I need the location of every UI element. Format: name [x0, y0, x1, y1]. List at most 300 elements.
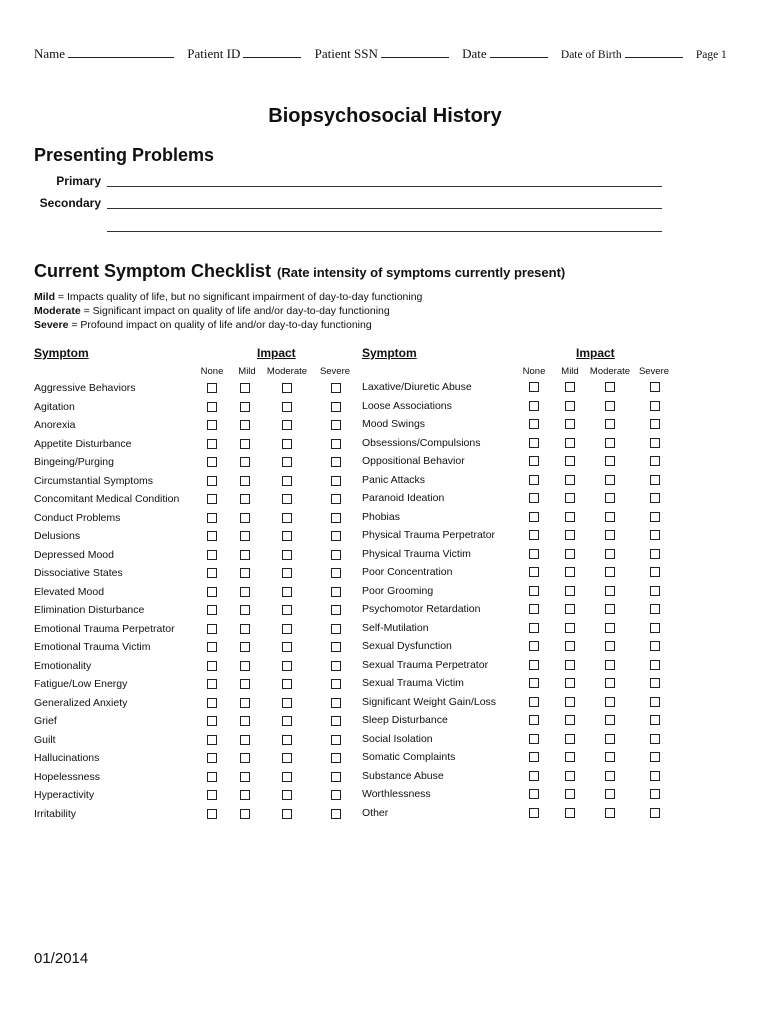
symptom-name: Bingeing/Purging: [34, 456, 114, 468]
right-impact-header: Impact: [576, 346, 615, 360]
left-moderate-checkbox[interactable]: [282, 624, 292, 634]
right-severe-checkbox[interactable]: [650, 438, 660, 448]
symptom-name: Emotionality: [34, 659, 92, 672]
left-mild-checkbox[interactable]: [240, 494, 250, 504]
left-none-checkbox[interactable]: [207, 753, 217, 763]
symptom-name: Hallucinations: [34, 752, 100, 764]
right-severe-checkbox[interactable]: [650, 678, 660, 688]
left-mild-checkbox[interactable]: [240, 790, 250, 800]
right-moderate-checkbox[interactable]: [605, 549, 615, 559]
left-severe-checkbox[interactable]: [331, 568, 341, 578]
left-symptom-header: Symptom: [34, 346, 89, 360]
right-severe-header: Severe: [638, 366, 670, 377]
symptom-row: [362, 638, 670, 656]
symptom-row: [34, 787, 351, 805]
left-severe-checkbox[interactable]: [331, 513, 341, 523]
left-none-checkbox[interactable]: [207, 605, 217, 615]
right-none-checkbox[interactable]: [529, 678, 539, 688]
left-severe-checkbox[interactable]: [331, 790, 341, 800]
right-severe-checkbox[interactable]: [650, 623, 660, 633]
right-moderate-checkbox[interactable]: [605, 475, 615, 485]
left-moderate-checkbox[interactable]: [282, 550, 292, 560]
right-mild-checkbox[interactable]: [565, 530, 575, 540]
left-mild-checkbox[interactable]: [240, 531, 250, 541]
right-none-checkbox[interactable]: [529, 771, 539, 781]
symptom-name: Other: [362, 806, 389, 819]
symptom-row: [362, 694, 670, 712]
left-none-checkbox[interactable]: [207, 772, 217, 782]
right-none-checkbox[interactable]: [529, 604, 539, 614]
left-moderate-checkbox[interactable]: [282, 531, 292, 541]
left-moderate-checkbox[interactable]: [282, 457, 292, 467]
symptom-name: Significant Weight Gain/Loss: [362, 695, 497, 708]
right-moderate-checkbox[interactable]: [605, 567, 615, 577]
left-mild-checkbox[interactable]: [240, 457, 250, 467]
right-severe-checkbox[interactable]: [650, 401, 660, 411]
right-severe-checkbox[interactable]: [650, 493, 660, 503]
symptom-row: [34, 806, 351, 824]
symptom-row: [34, 399, 351, 417]
right-moderate-checkbox[interactable]: [605, 623, 615, 633]
right-mild-checkbox[interactable]: [565, 734, 575, 744]
right-moderate-checkbox[interactable]: [605, 734, 615, 744]
symptom-row: [362, 416, 670, 434]
right-none-checkbox[interactable]: [529, 512, 539, 522]
left-moderate-checkbox[interactable]: [282, 420, 292, 430]
left-severe-checkbox[interactable]: [331, 642, 341, 652]
left-mild-checkbox[interactable]: [240, 772, 250, 782]
left-moderate-header: Moderate: [266, 366, 308, 377]
left-severe-checkbox[interactable]: [331, 531, 341, 541]
symptom-row: [34, 639, 351, 657]
right-severe-checkbox[interactable]: [650, 771, 660, 781]
right-severe-checkbox[interactable]: [650, 512, 660, 522]
right-mild-checkbox[interactable]: [565, 401, 575, 411]
symptom-name: Delusions: [34, 530, 81, 542]
symptom-row: [34, 621, 351, 639]
right-moderate-checkbox[interactable]: [605, 715, 615, 725]
left-none-header: None: [200, 366, 224, 377]
right-none-checkbox[interactable]: [529, 586, 539, 596]
left-severe-checkbox[interactable]: [331, 383, 341, 393]
right-severe-checkbox[interactable]: [650, 567, 660, 577]
left-mild-checkbox[interactable]: [240, 439, 250, 449]
left-moderate-checkbox[interactable]: [282, 698, 292, 708]
left-none-checkbox[interactable]: [207, 402, 217, 412]
symptom-name: Concomitant Medical Condition: [34, 493, 180, 505]
left-mild-checkbox[interactable]: [240, 550, 250, 560]
symptom-name: Fatigue/Low Energy: [34, 678, 128, 690]
left-moderate-checkbox[interactable]: [282, 383, 292, 393]
right-mild-checkbox[interactable]: [565, 660, 575, 670]
right-severe-checkbox[interactable]: [650, 808, 660, 818]
right-mild-checkbox[interactable]: [565, 678, 575, 688]
left-none-checkbox[interactable]: [207, 679, 217, 689]
symptom-name: Generalized Anxiety: [34, 696, 128, 709]
right-severe-checkbox[interactable]: [650, 734, 660, 744]
right-moderate-checkbox[interactable]: [605, 808, 615, 818]
dob-label: Date of Birth: [560, 49, 622, 61]
left-severe-checkbox[interactable]: [331, 716, 341, 726]
symptom-name: Dissociative States: [34, 567, 123, 579]
left-moderate-checkbox[interactable]: [282, 605, 292, 615]
left-severe-checkbox[interactable]: [331, 624, 341, 634]
right-severe-checkbox[interactable]: [650, 641, 660, 651]
date-field[interactable]: [462, 46, 548, 62]
right-moderate-checkbox[interactable]: [605, 493, 615, 503]
right-moderate-checkbox[interactable]: [605, 382, 615, 392]
symptom-name: Self-Mutilation: [362, 621, 429, 634]
left-moderate-checkbox[interactable]: [282, 494, 292, 504]
symptom-name: Psychomotor Retardation: [362, 603, 481, 615]
left-severe-checkbox[interactable]: [331, 809, 341, 819]
right-none-checkbox[interactable]: [529, 401, 539, 411]
right-severe-checkbox[interactable]: [650, 697, 660, 707]
left-none-checkbox[interactable]: [207, 790, 217, 800]
symptom-name: Panic Attacks: [362, 473, 426, 486]
date-label: Date: [462, 46, 487, 61]
right-mild-checkbox[interactable]: [565, 586, 575, 596]
left-none-checkbox[interactable]: [207, 420, 217, 430]
secondary-continuation-line[interactable]: [107, 231, 662, 232]
symptom-row: [34, 528, 351, 546]
symptom-name: Emotional Trauma Victim: [34, 641, 151, 653]
definition-mild: Mild = Impacts quality of life, but no significant impairment of day-to-day functioning: [34, 291, 423, 303]
left-moderate-checkbox[interactable]: [282, 402, 292, 412]
symptom-name: Guilt: [34, 733, 56, 746]
right-severe-checkbox[interactable]: [650, 419, 660, 429]
right-none-checkbox[interactable]: [529, 438, 539, 448]
right-mild-checkbox[interactable]: [565, 808, 575, 818]
symptom-row: [34, 491, 351, 509]
symptom-name: Conduct Problems: [34, 511, 121, 524]
symptom-row: [362, 546, 670, 564]
secondary-input-line[interactable]: [107, 208, 662, 209]
right-severe-checkbox[interactable]: [650, 456, 660, 466]
right-mild-checkbox[interactable]: [565, 715, 575, 725]
left-moderate-checkbox[interactable]: [282, 587, 292, 597]
symptom-row: [362, 490, 670, 508]
left-moderate-checkbox[interactable]: [282, 753, 292, 763]
left-moderate-checkbox[interactable]: [282, 642, 292, 652]
right-severe-checkbox[interactable]: [650, 530, 660, 540]
form-header: [34, 46, 727, 62]
left-severe-checkbox[interactable]: [331, 494, 341, 504]
left-mild-checkbox[interactable]: [240, 420, 250, 430]
right-mild-checkbox[interactable]: [565, 697, 575, 707]
right-severe-checkbox[interactable]: [650, 660, 660, 670]
right-severe-checkbox[interactable]: [650, 752, 660, 762]
symptom-name: Obsessions/Compulsions: [362, 436, 481, 449]
left-severe-checkbox[interactable]: [331, 439, 341, 449]
left-none-checkbox[interactable]: [207, 439, 217, 449]
left-impact-header: Impact: [257, 346, 296, 360]
right-moderate-checkbox[interactable]: [605, 456, 615, 466]
right-none-checkbox[interactable]: [529, 419, 539, 429]
name-field[interactable]: [34, 46, 174, 62]
symptom-name: Emotional Trauma Perpetrator: [34, 622, 175, 635]
left-moderate-checkbox[interactable]: [282, 679, 292, 689]
right-none-checkbox[interactable]: [529, 789, 539, 799]
presenting-problems-heading: Presenting Problems: [34, 145, 215, 165]
right-mild-checkbox[interactable]: [565, 567, 575, 577]
left-mild-checkbox[interactable]: [240, 402, 250, 412]
left-moderate-checkbox[interactable]: [282, 735, 292, 745]
left-none-checkbox[interactable]: [207, 550, 217, 560]
symptom-row: [34, 769, 351, 787]
left-severe-checkbox[interactable]: [331, 457, 341, 467]
left-severe-checkbox[interactable]: [331, 550, 341, 560]
right-none-checkbox[interactable]: [529, 715, 539, 725]
left-severe-checkbox[interactable]: [331, 735, 341, 745]
right-mild-checkbox[interactable]: [565, 438, 575, 448]
right-mild-checkbox[interactable]: [565, 493, 575, 503]
right-moderate-checkbox[interactable]: [605, 586, 615, 596]
right-mild-checkbox[interactable]: [565, 512, 575, 522]
definition-moderate: Moderate = Significant impact on quality of life and/or day-to-day functioning: [34, 305, 390, 317]
left-mild-checkbox[interactable]: [240, 716, 250, 726]
right-mild-checkbox[interactable]: [565, 752, 575, 762]
symptom-row: [362, 435, 670, 453]
patient-ssn-label: Patient SSN: [314, 46, 378, 61]
symptom-row: [362, 620, 670, 638]
left-mild-checkbox[interactable]: [240, 513, 250, 523]
left-severe-checkbox[interactable]: [331, 772, 341, 782]
symptom-name: Poor Grooming: [362, 584, 434, 597]
symptom-name: Agitation: [34, 400, 75, 413]
dob-field[interactable]: [561, 46, 683, 61]
symptom-row: [34, 750, 351, 768]
right-none-checkbox[interactable]: [529, 530, 539, 540]
left-none-checkbox[interactable]: [207, 383, 217, 393]
left-severe-checkbox[interactable]: [331, 476, 341, 486]
symptom-name: Paranoid Ideation: [362, 492, 445, 504]
left-mild-checkbox[interactable]: [240, 661, 250, 671]
right-none-checkbox[interactable]: [529, 697, 539, 707]
symptom-name: Sexual Trauma Victim: [362, 677, 464, 689]
page-title: Biopsychosocial History: [268, 105, 502, 127]
symptom-name: Elimination Disturbance: [34, 604, 145, 616]
symptom-row: [362, 805, 670, 823]
right-moderate-checkbox[interactable]: [605, 438, 615, 448]
symptom-name: Worthlessness: [362, 788, 431, 800]
right-none-checkbox[interactable]: [529, 567, 539, 577]
left-none-checkbox[interactable]: [207, 735, 217, 745]
left-moderate-checkbox[interactable]: [282, 513, 292, 523]
symptom-row: [362, 675, 670, 693]
right-none-checkbox[interactable]: [529, 623, 539, 633]
symptom-row: [34, 417, 351, 435]
symptom-name: Physical Trauma Victim: [362, 547, 471, 560]
patient-ssn-field[interactable]: [315, 46, 449, 62]
symptom-name: Appetite Disturbance: [34, 437, 132, 450]
left-moderate-checkbox[interactable]: [282, 439, 292, 449]
symptom-name: Loose Associations: [362, 399, 452, 412]
right-mild-checkbox[interactable]: [565, 623, 575, 633]
right-mild-checkbox[interactable]: [565, 771, 575, 781]
right-moderate-checkbox[interactable]: [605, 752, 615, 762]
right-moderate-checkbox[interactable]: [605, 419, 615, 429]
left-moderate-checkbox[interactable]: [282, 568, 292, 578]
left-none-checkbox[interactable]: [207, 568, 217, 578]
symptom-row: [34, 565, 351, 583]
right-moderate-checkbox[interactable]: [605, 401, 615, 411]
left-mild-checkbox[interactable]: [240, 587, 250, 597]
symptom-row: [362, 509, 670, 527]
left-severe-checkbox[interactable]: [331, 679, 341, 689]
left-none-checkbox[interactable]: [207, 531, 217, 541]
right-mild-checkbox[interactable]: [565, 789, 575, 799]
symptom-name: Aggressive Behaviors: [34, 382, 136, 394]
right-moderate-checkbox[interactable]: [605, 641, 615, 651]
name-label: Name: [34, 46, 66, 61]
left-mild-checkbox[interactable]: [240, 624, 250, 634]
left-severe-header: Severe: [319, 366, 351, 377]
rate-intensity-note: (Rate intensity of symptoms currently present): [277, 265, 566, 280]
left-moderate-checkbox[interactable]: [282, 790, 292, 800]
left-none-checkbox[interactable]: [207, 494, 217, 504]
left-moderate-checkbox[interactable]: [282, 476, 292, 486]
symptom-row: [34, 676, 351, 694]
right-none-checkbox[interactable]: [529, 493, 539, 503]
right-severe-checkbox[interactable]: [650, 549, 660, 559]
right-none-checkbox[interactable]: [529, 752, 539, 762]
primary-input-line[interactable]: [107, 186, 662, 187]
left-none-checkbox[interactable]: [207, 457, 217, 467]
symptom-name: Sleep Disturbance: [362, 714, 448, 726]
symptom-row: [362, 453, 670, 471]
left-mild-checkbox[interactable]: [240, 642, 250, 652]
left-none-checkbox[interactable]: [207, 716, 217, 726]
primary-label: Primary: [56, 174, 101, 188]
left-severe-checkbox[interactable]: [331, 420, 341, 430]
right-mild-checkbox[interactable]: [565, 475, 575, 485]
symptom-name: Mood Swings: [362, 418, 426, 430]
right-none-checkbox[interactable]: [529, 549, 539, 559]
right-severe-checkbox[interactable]: [650, 586, 660, 596]
left-none-checkbox[interactable]: [207, 476, 217, 486]
right-none-checkbox[interactable]: [529, 660, 539, 670]
right-moderate-checkbox[interactable]: [605, 530, 615, 540]
left-mild-checkbox[interactable]: [240, 476, 250, 486]
symptom-name: Oppositional Behavior: [362, 455, 465, 467]
left-moderate-checkbox[interactable]: [282, 716, 292, 726]
symptom-row: [362, 583, 670, 601]
symptom-checklist-heading: Current Symptom Checklist: [34, 261, 272, 281]
left-severe-checkbox[interactable]: [331, 402, 341, 412]
right-none-checkbox[interactable]: [529, 475, 539, 485]
right-none-checkbox[interactable]: [529, 808, 539, 818]
symptom-name: Anorexia: [34, 419, 76, 431]
left-none-checkbox[interactable]: [207, 661, 217, 671]
right-moderate-checkbox[interactable]: [605, 697, 615, 707]
symptom-row: [34, 695, 351, 713]
left-severe-checkbox[interactable]: [331, 661, 341, 671]
left-mild-checkbox[interactable]: [240, 383, 250, 393]
left-moderate-checkbox[interactable]: [282, 772, 292, 782]
left-mild-header: Mild: [238, 366, 256, 377]
left-severe-checkbox[interactable]: [331, 587, 341, 597]
right-mild-checkbox[interactable]: [565, 604, 575, 614]
symptom-row: [362, 398, 670, 416]
left-none-checkbox[interactable]: [207, 698, 217, 708]
left-severe-checkbox[interactable]: [331, 753, 341, 763]
right-severe-checkbox[interactable]: [650, 475, 660, 485]
symptom-name: Elevated Mood: [34, 585, 105, 598]
patient-id-field[interactable]: [187, 46, 301, 62]
symptom-name: Irritability: [34, 807, 77, 820]
left-none-checkbox[interactable]: [207, 624, 217, 634]
right-mild-checkbox[interactable]: [565, 419, 575, 429]
left-mild-checkbox[interactable]: [240, 679, 250, 689]
left-none-checkbox[interactable]: [207, 513, 217, 523]
symptom-name: Grief: [34, 715, 57, 727]
left-moderate-checkbox[interactable]: [282, 661, 292, 671]
left-moderate-checkbox[interactable]: [282, 809, 292, 819]
symptom-row: [34, 602, 351, 620]
left-mild-checkbox[interactable]: [240, 753, 250, 763]
right-mild-checkbox[interactable]: [565, 641, 575, 651]
right-moderate-checkbox[interactable]: [605, 771, 615, 781]
right-moderate-checkbox[interactable]: [605, 604, 615, 614]
left-mild-checkbox[interactable]: [240, 698, 250, 708]
right-severe-checkbox[interactable]: [650, 382, 660, 392]
right-mild-checkbox[interactable]: [565, 456, 575, 466]
right-mild-header: Mild: [561, 366, 579, 377]
right-moderate-header: Moderate: [589, 366, 631, 377]
right-none-checkbox[interactable]: [529, 382, 539, 392]
left-none-checkbox[interactable]: [207, 642, 217, 652]
symptom-name: Sexual Trauma Perpetrator: [362, 658, 489, 671]
symptom-row: [34, 380, 351, 398]
right-severe-checkbox[interactable]: [650, 604, 660, 614]
symptom-name: Social Isolation: [362, 732, 433, 745]
left-none-checkbox[interactable]: [207, 809, 217, 819]
symptom-row: [34, 547, 351, 565]
symptom-row: [362, 601, 670, 619]
right-moderate-checkbox[interactable]: [605, 678, 615, 688]
symptom-row: [362, 527, 670, 545]
symptom-name: Physical Trauma Perpetrator: [362, 529, 496, 541]
right-none-checkbox[interactable]: [529, 456, 539, 466]
left-mild-checkbox[interactable]: [240, 735, 250, 745]
right-moderate-checkbox[interactable]: [605, 789, 615, 799]
right-none-checkbox[interactable]: [529, 641, 539, 651]
right-severe-checkbox[interactable]: [650, 789, 660, 799]
right-moderate-checkbox[interactable]: [605, 512, 615, 522]
symptom-name: Laxative/Diuretic Abuse: [362, 381, 472, 393]
symptom-name: Substance Abuse: [362, 769, 444, 782]
left-mild-checkbox[interactable]: [240, 605, 250, 615]
right-none-checkbox[interactable]: [529, 734, 539, 744]
left-severe-checkbox[interactable]: [331, 698, 341, 708]
left-mild-checkbox[interactable]: [240, 809, 250, 819]
right-none-header: None: [522, 366, 546, 377]
left-mild-checkbox[interactable]: [240, 568, 250, 578]
right-severe-checkbox[interactable]: [650, 715, 660, 725]
symptom-name: Poor Concentration: [362, 566, 453, 578]
symptom-row: [34, 584, 351, 602]
right-mild-checkbox[interactable]: [565, 382, 575, 392]
symptom-name: Hyperactivity: [34, 789, 95, 801]
right-moderate-checkbox[interactable]: [605, 660, 615, 670]
symptom-row: [34, 436, 351, 454]
left-none-checkbox[interactable]: [207, 587, 217, 597]
right-mild-checkbox[interactable]: [565, 549, 575, 559]
symptom-row: [34, 473, 351, 491]
left-severe-checkbox[interactable]: [331, 605, 341, 615]
symptom-name: Circumstantial Symptoms: [34, 474, 154, 487]
